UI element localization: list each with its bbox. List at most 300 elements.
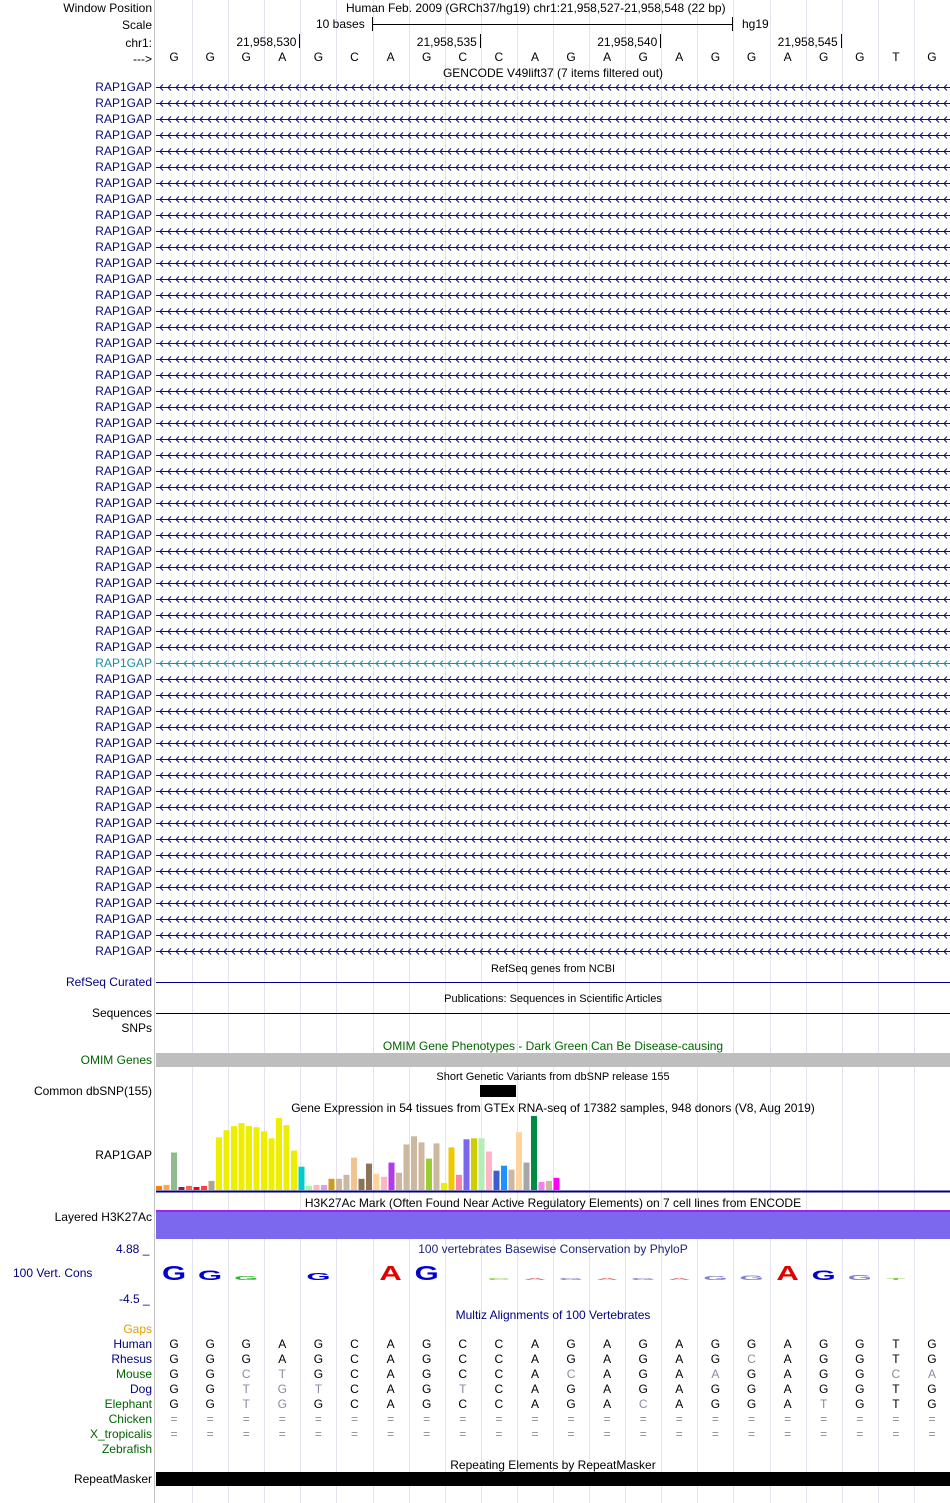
- gencode-transcript-line[interactable]: [156, 97, 950, 109]
- gencode-transcript-line[interactable]: [156, 273, 950, 285]
- phylop-logo[interactable]: [156, 1258, 950, 1292]
- multiz-base: A: [783, 1352, 792, 1366]
- gtex-tissue-bar: [479, 1138, 485, 1190]
- gtex-tissue-bar: [209, 1181, 215, 1190]
- reference-base: G: [638, 50, 648, 64]
- multiz-base: A: [783, 1337, 792, 1351]
- gtex-tissue-bar: [351, 1158, 357, 1190]
- gencode-transcript-label[interactable]: RAP1GAP: [95, 576, 152, 590]
- gencode-transcript-line[interactable]: [156, 737, 950, 749]
- snps-track-label[interactable]: SNPs: [121, 1021, 152, 1035]
- gtex-track-title: Gene Expression in 54 tissues from GTEx RNA-seq of 17382 samples, 948 donors (V8, Aug 2019): [291, 1101, 815, 1115]
- gtex-tissue-bar: [486, 1152, 492, 1191]
- gtex-tissue-bar: [194, 1187, 200, 1190]
- gtex-tissue-bar: [239, 1123, 245, 1190]
- phylop-letter: G: [703, 1275, 728, 1282]
- gencode-transcript-line[interactable]: [156, 417, 950, 429]
- multiz-base: C: [458, 1397, 468, 1411]
- multiz-base: A: [530, 1367, 539, 1381]
- multiz-base: G: [566, 1337, 576, 1351]
- gencode-transcript-line[interactable]: [156, 129, 950, 141]
- gencode-transcript-line[interactable]: [156, 529, 950, 541]
- multiz-base: =: [206, 1427, 214, 1441]
- gencode-transcript-line[interactable]: [156, 785, 950, 797]
- gencode-transcript-label[interactable]: RAP1GAP: [95, 720, 152, 734]
- multiz-base: =: [278, 1427, 286, 1441]
- phylop-letter: G: [234, 1275, 259, 1282]
- gtex-tissue-bar: [524, 1163, 530, 1190]
- multiz-base: G: [205, 1397, 215, 1411]
- multiz-base: G: [422, 1352, 432, 1366]
- gencode-transcript-line[interactable]: [156, 865, 950, 877]
- gencode-transcript-line[interactable]: [156, 497, 950, 509]
- multiz-base: C: [494, 1367, 504, 1381]
- gencode-transcript-label[interactable]: RAP1GAP: [95, 832, 152, 846]
- gtex-tissue-bar: [411, 1136, 417, 1190]
- multiz-base: A: [603, 1367, 612, 1381]
- multiz-base: =: [892, 1412, 900, 1426]
- pubs-track-title: Publications: Sequences in Scientific Articles: [444, 993, 662, 1005]
- multiz-base: A: [675, 1337, 684, 1351]
- gtex-bar-chart[interactable]: [156, 1114, 950, 1194]
- multiz-base: A: [530, 1337, 539, 1351]
- ruler-position-label: 21,958,535: [416, 35, 477, 49]
- multiz-base: =: [639, 1427, 647, 1441]
- gencode-transcript-label[interactable]: RAP1GAP: [95, 528, 152, 542]
- gencode-transcript-label[interactable]: RAP1GAP: [95, 544, 152, 558]
- h3k27ac-signal[interactable]: [156, 1210, 950, 1239]
- gencode-transcript-line[interactable]: [156, 513, 950, 525]
- multiz-base: A: [783, 1382, 792, 1396]
- multiz-base: T: [892, 1397, 900, 1411]
- gencode-transcript-line[interactable]: [156, 625, 950, 637]
- gencode-transcript-line[interactable]: [156, 753, 950, 765]
- gencode-transcript-line[interactable]: [156, 897, 950, 909]
- gencode-transcript-line[interactable]: [156, 593, 950, 605]
- gencode-transcript-line[interactable]: [156, 657, 950, 669]
- reference-base: G: [313, 50, 324, 64]
- gencode-transcript-label[interactable]: RAP1GAP: [95, 752, 152, 766]
- multiz-base: T: [892, 1382, 900, 1396]
- multiz-base: =: [242, 1412, 250, 1426]
- gencode-transcript-label[interactable]: RAP1GAP: [95, 464, 152, 478]
- phylop-letter: G: [631, 1277, 656, 1281]
- multiz-base: C: [241, 1367, 251, 1381]
- gtex-tissue-bar: [546, 1181, 552, 1190]
- omim-track-title: OMIM Gene Phenotypes - Dark Green Can Be Disease-causing: [382, 1039, 724, 1053]
- multiz-species-label[interactable]: Human: [113, 1337, 152, 1351]
- gencode-transcript-label[interactable]: RAP1GAP: [95, 160, 152, 174]
- ruler-tick: [480, 34, 481, 48]
- gencode-transcript-label[interactable]: RAP1GAP: [95, 848, 152, 862]
- gencode-transcript-line[interactable]: [156, 337, 950, 349]
- multiz-base: C: [494, 1397, 504, 1411]
- gencode-transcript-label[interactable]: RAP1GAP: [95, 656, 152, 670]
- multiz-base: G: [638, 1337, 648, 1351]
- multiz-base: G: [313, 1397, 324, 1411]
- multiz-base: T: [892, 1337, 900, 1351]
- multiz-base: A: [386, 1397, 395, 1411]
- multiz-base: G: [205, 1367, 215, 1381]
- multiz-base: G: [169, 1367, 179, 1381]
- gencode-transcript-line[interactable]: [156, 721, 950, 733]
- dbsnp-variant[interactable]: [480, 1085, 516, 1097]
- multiz-base: =: [675, 1427, 683, 1441]
- multiz-base: G: [855, 1382, 865, 1396]
- multiz-base: =: [856, 1412, 864, 1426]
- phylop-track-label[interactable]: 100 Vert. Cons: [13, 1266, 93, 1280]
- multiz-base: G: [855, 1367, 865, 1381]
- multiz-base: G: [746, 1367, 757, 1381]
- multiz-base: =: [567, 1412, 575, 1426]
- multiz-base: =: [567, 1427, 575, 1441]
- multiz-species-label[interactable]: X_tropicalis: [89, 1427, 152, 1441]
- gencode-transcript-line[interactable]: [156, 641, 950, 653]
- multiz-base: C: [350, 1337, 359, 1351]
- gencode-transcript-line[interactable]: [156, 113, 950, 125]
- gencode-transcript-label[interactable]: RAP1GAP: [95, 176, 152, 190]
- gencode-transcript-label[interactable]: RAP1GAP: [95, 704, 152, 718]
- gencode-transcript-line[interactable]: [156, 369, 950, 381]
- label-divider: [154, 0, 155, 1503]
- gencode-transcript-line[interactable]: [156, 913, 950, 925]
- h3k27ac-track-label[interactable]: Layered H3K27Ac: [54, 1210, 152, 1224]
- gencode-transcript-line[interactable]: [156, 209, 950, 221]
- gencode-transcript-line[interactable]: [156, 321, 950, 333]
- multiz-species-label[interactable]: Mouse: [115, 1367, 152, 1381]
- gencode-transcript-line[interactable]: [156, 609, 950, 621]
- gtex-tissue-bar: [434, 1143, 440, 1190]
- gencode-transcript-label[interactable]: RAP1GAP: [95, 112, 152, 126]
- gencode-transcript-label[interactable]: RAP1GAP: [95, 128, 152, 142]
- gencode-transcript-line[interactable]: [156, 801, 950, 813]
- multiz-base: T: [242, 1397, 250, 1411]
- multiz-base: T: [314, 1382, 323, 1396]
- reference-base: T: [892, 50, 900, 64]
- gtex-track-label[interactable]: RAP1GAP: [95, 1148, 152, 1162]
- gencode-transcript-label[interactable]: RAP1GAP: [95, 192, 152, 206]
- gtex-tissue-bar: [291, 1151, 297, 1191]
- gencode-transcript-label[interactable]: RAP1GAP: [95, 736, 152, 750]
- gtex-tissue-bar: [179, 1187, 185, 1190]
- gencode-transcript-label[interactable]: RAP1GAP: [95, 912, 152, 926]
- gencode-transcript-line[interactable]: [156, 81, 950, 93]
- gencode-transcript-label[interactable]: RAP1GAP: [95, 624, 152, 638]
- reference-base: G: [927, 50, 937, 64]
- refseq-track-title: RefSeq genes from NCBI: [490, 963, 616, 975]
- multiz-species-label[interactable]: Elephant: [104, 1397, 152, 1411]
- gencode-transcript-line[interactable]: [156, 817, 950, 829]
- phylop-track-title: 100 vertebrates Basewise Conservation by PhyloP: [418, 1242, 688, 1256]
- multiz-species-label[interactable]: Chicken: [108, 1412, 152, 1426]
- gtex-tissue-bar: [276, 1118, 282, 1190]
- gencode-transcript-label[interactable]: RAP1GAP: [95, 368, 152, 382]
- gencode-transcript-label[interactable]: RAP1GAP: [95, 608, 152, 622]
- gencode-transcript-label[interactable]: RAP1GAP: [95, 512, 152, 526]
- multiz-base: A: [603, 1382, 612, 1396]
- gencode-transcript-label[interactable]: RAP1GAP: [95, 400, 152, 414]
- gencode-transcript-label[interactable]: RAP1GAP: [95, 864, 152, 878]
- multiz-base: G: [169, 1397, 179, 1411]
- multiz-base: =: [387, 1412, 395, 1426]
- gencode-transcript-label[interactable]: RAP1GAP: [95, 480, 152, 494]
- multiz-base: =: [711, 1427, 719, 1441]
- gencode-transcript-line[interactable]: [156, 449, 950, 461]
- gencode-transcript-label[interactable]: RAP1GAP: [95, 816, 152, 830]
- phylop-letter: T: [886, 1277, 906, 1281]
- multiz-base: C: [458, 1367, 468, 1381]
- gtex-tissue-bar: [284, 1125, 290, 1190]
- multiz-base: =: [747, 1427, 755, 1441]
- gencode-transcript-label[interactable]: RAP1GAP: [95, 352, 152, 366]
- gencode-transcript-label[interactable]: RAP1GAP: [95, 928, 152, 942]
- gencode-transcript-label[interactable]: RAP1GAP: [95, 672, 152, 686]
- multiz-base: G: [205, 1352, 215, 1366]
- reference-base: A: [603, 50, 612, 64]
- gtex-tissue-bar: [201, 1186, 207, 1190]
- phylop-letter: C: [487, 1277, 511, 1281]
- gencode-transcript-line[interactable]: [156, 289, 950, 301]
- gencode-transcript-line[interactable]: [156, 257, 950, 269]
- multiz-species-label[interactable]: Zebrafish: [101, 1442, 152, 1456]
- repeatmasker-feature[interactable]: [156, 1472, 950, 1486]
- gencode-transcript-label[interactable]: RAP1GAP: [95, 224, 152, 238]
- gencode-transcript-line[interactable]: [156, 241, 950, 253]
- gtex-tissue-bar: [531, 1116, 537, 1190]
- gencode-transcript-label[interactable]: RAP1GAP: [95, 640, 152, 654]
- gencode-transcript-label[interactable]: RAP1GAP: [95, 304, 152, 318]
- multiz-base: A: [783, 1367, 792, 1381]
- gencode-transcript-line[interactable]: [156, 833, 950, 845]
- multiz-base: =: [170, 1427, 178, 1441]
- chrom-label: chr1:: [125, 36, 152, 50]
- gtex-tissue-bar: [539, 1182, 545, 1190]
- phylop-letter: G: [161, 1261, 187, 1285]
- gencode-transcript-line[interactable]: [156, 673, 950, 685]
- multiz-base: =: [675, 1412, 683, 1426]
- phylop-letter: A: [776, 1261, 799, 1285]
- gtex-tissue-bar: [156, 1186, 162, 1190]
- multiz-base: C: [458, 1352, 468, 1366]
- gencode-transcript-line[interactable]: [156, 561, 950, 573]
- gencode-transcript-label[interactable]: RAP1GAP: [95, 560, 152, 574]
- gencode-transcript-label[interactable]: RAP1GAP: [95, 496, 152, 510]
- gencode-transcript-label[interactable]: RAP1GAP: [95, 96, 152, 110]
- reference-base: A: [530, 50, 539, 64]
- multiz-base: G: [710, 1382, 721, 1396]
- multiz-base: C: [747, 1352, 756, 1366]
- multiz-base: G: [169, 1337, 179, 1351]
- gtex-tissue-bar: [494, 1171, 500, 1190]
- multiz-base: A: [278, 1352, 287, 1366]
- multiz-base: G: [422, 1367, 432, 1381]
- ruler-position-label: 21,958,540: [597, 35, 658, 49]
- multiz-base: =: [350, 1412, 358, 1426]
- scale-label: Scale: [121, 18, 152, 32]
- multiz-base: A: [278, 1337, 287, 1351]
- gencode-transcript-label[interactable]: RAP1GAP: [95, 592, 152, 606]
- reference-base: G: [855, 50, 865, 64]
- refseq-track-label[interactable]: RefSeq Curated: [65, 975, 152, 989]
- gtex-tissue-bar: [321, 1185, 327, 1190]
- phylop-letter: G: [558, 1277, 584, 1281]
- gtex-tissue-bar: [171, 1153, 177, 1191]
- multiz-base: A: [675, 1367, 684, 1381]
- gtex-tissue-bar: [501, 1166, 507, 1190]
- gencode-transcript-label[interactable]: RAP1GAP: [95, 336, 152, 350]
- multiz-base: =: [531, 1427, 539, 1441]
- gtex-tissue-bar: [314, 1185, 320, 1190]
- gencode-transcript-line[interactable]: [156, 689, 950, 701]
- gencode-transcript-line[interactable]: [156, 769, 950, 781]
- multiz-base: G: [710, 1337, 721, 1351]
- repeatmasker-track-label[interactable]: RepeatMasker: [73, 1472, 152, 1486]
- gencode-transcript-line[interactable]: [156, 177, 950, 189]
- multiz-base: G: [169, 1352, 179, 1366]
- multiz-base: T: [242, 1382, 250, 1396]
- gencode-transcript-label[interactable]: RAP1GAP: [95, 688, 152, 702]
- multiz-base: =: [784, 1412, 792, 1426]
- dbsnp-track-label[interactable]: Common dbSNP(155): [33, 1084, 152, 1098]
- gtex-tissue-bar: [456, 1175, 462, 1190]
- gencode-transcript-label[interactable]: RAP1GAP: [95, 80, 152, 94]
- multiz-base: C: [638, 1397, 648, 1411]
- multiz-base: G: [205, 1337, 215, 1351]
- multiz-base: A: [783, 1397, 792, 1411]
- reference-base: A: [278, 50, 287, 64]
- multiz-base: G: [927, 1382, 937, 1396]
- multiz-base: C: [494, 1382, 504, 1396]
- gencode-transcript-label[interactable]: RAP1GAP: [95, 384, 152, 398]
- gencode-transcript-line[interactable]: [156, 353, 950, 365]
- strand-label: --->: [133, 52, 152, 66]
- gencode-transcript-label[interactable]: RAP1GAP: [95, 448, 152, 462]
- multiz-gaps-label: Gaps: [123, 1322, 152, 1336]
- gencode-transcript-line[interactable]: [156, 385, 950, 397]
- gencode-transcript-line[interactable]: [156, 705, 950, 717]
- multiz-base: G: [819, 1382, 829, 1396]
- multiz-base: G: [927, 1352, 937, 1366]
- gencode-transcript-line[interactable]: [156, 225, 950, 237]
- gencode-transcript-line[interactable]: [156, 433, 950, 445]
- reference-base: G: [422, 50, 432, 64]
- gencode-transcript-label[interactable]: RAP1GAP: [95, 896, 152, 910]
- reference-base: C: [458, 50, 468, 64]
- gencode-transcript-line[interactable]: [156, 577, 950, 589]
- pubs-line[interactable]: [156, 1013, 950, 1014]
- gtex-tissue-bar: [329, 1179, 335, 1190]
- gencode-transcript-line[interactable]: [156, 481, 950, 493]
- multiz-base: G: [422, 1397, 432, 1411]
- gencode-transcript-label[interactable]: RAP1GAP: [95, 768, 152, 782]
- gencode-transcript-label[interactable]: RAP1GAP: [95, 320, 152, 334]
- window-position-label: Window Position: [63, 1, 152, 15]
- omim-feature-bar[interactable]: [156, 1053, 950, 1067]
- reference-base: C: [494, 50, 504, 64]
- pubs-track-label[interactable]: Sequences: [91, 1006, 152, 1020]
- phylop-letter: A: [595, 1277, 619, 1281]
- assembly-position-text: Human Feb. 2009 (GRCh37/hg19) chr1:21,958,527-21,958,548 (22 bp): [346, 1, 726, 15]
- gtex-tissue-bar: [336, 1179, 342, 1190]
- gencode-transcript-label[interactable]: RAP1GAP: [95, 240, 152, 254]
- gencode-transcript-label[interactable]: RAP1GAP: [95, 800, 152, 814]
- multiz-species-label[interactable]: Dog: [129, 1382, 152, 1396]
- gencode-transcript-label[interactable]: RAP1GAP: [95, 432, 152, 446]
- ruler-tick: [660, 34, 661, 48]
- phylop-letter: G: [811, 1267, 836, 1284]
- gencode-transcript-line[interactable]: [156, 929, 950, 941]
- multiz-base: G: [566, 1352, 576, 1366]
- gencode-transcript-line[interactable]: [156, 849, 950, 861]
- multiz-species-label[interactable]: Rhesus: [111, 1352, 152, 1366]
- gencode-transcript-label[interactable]: RAP1GAP: [95, 272, 152, 286]
- reference-base: A: [386, 50, 395, 64]
- multiz-base: =: [856, 1427, 864, 1441]
- gencode-transcript-label[interactable]: RAP1GAP: [95, 880, 152, 894]
- multiz-base: =: [387, 1427, 395, 1441]
- multiz-base: A: [711, 1367, 720, 1381]
- gencode-transcript-line[interactable]: [156, 305, 950, 317]
- multiz-base: G: [819, 1367, 829, 1381]
- gencode-transcript-line[interactable]: [156, 945, 950, 957]
- omim-track-label[interactable]: OMIM Genes: [80, 1053, 152, 1067]
- gtex-tissue-bar: [441, 1183, 447, 1190]
- multiz-base: G: [422, 1382, 432, 1396]
- multiz-base: A: [530, 1397, 539, 1411]
- gtex-tissue-bar: [261, 1131, 267, 1190]
- gencode-transcript-line[interactable]: [156, 545, 950, 557]
- phylop-letter: G: [198, 1267, 223, 1284]
- gencode-transcript-line[interactable]: [156, 401, 950, 413]
- multiz-base: G: [241, 1337, 251, 1351]
- multiz-base: =: [206, 1412, 214, 1426]
- multiz-base: G: [566, 1382, 576, 1396]
- gencode-transcript-label[interactable]: RAP1GAP: [95, 144, 152, 158]
- reference-base: G: [169, 50, 179, 64]
- multiz-base: G: [855, 1397, 865, 1411]
- reference-base: G: [746, 50, 757, 64]
- gtex-tissue-bar: [374, 1174, 380, 1190]
- gencode-transcript-line[interactable]: [156, 465, 950, 477]
- gtex-tissue-bar: [164, 1185, 170, 1190]
- phylop-letter: G: [414, 1261, 439, 1285]
- multiz-base: T: [459, 1382, 467, 1396]
- gencode-transcript-label[interactable]: RAP1GAP: [95, 288, 152, 302]
- gencode-transcript-label[interactable]: RAP1GAP: [95, 784, 152, 798]
- gtex-tissue-bar: [509, 1170, 515, 1190]
- gencode-transcript-label[interactable]: RAP1GAP: [95, 416, 152, 430]
- gencode-transcript-line[interactable]: [156, 193, 950, 205]
- multiz-base: G: [313, 1337, 324, 1351]
- repeatmasker-track-title: Repeating Elements by RepeatMasker: [450, 1458, 656, 1472]
- phylop-letter: A: [523, 1277, 547, 1281]
- gencode-transcript-line[interactable]: [156, 161, 950, 173]
- gencode-transcript-label[interactable]: RAP1GAP: [95, 208, 152, 222]
- multiz-base: C: [891, 1367, 901, 1381]
- multiz-base: =: [928, 1412, 936, 1426]
- gencode-transcript-label[interactable]: RAP1GAP: [95, 256, 152, 270]
- gtex-tissue-bar: [389, 1163, 395, 1190]
- multiz-base: G: [855, 1352, 865, 1366]
- gtex-tissue-bar: [426, 1159, 432, 1190]
- gencode-transcript-line[interactable]: [156, 145, 950, 157]
- gtex-tissue-bar: [366, 1164, 372, 1190]
- gencode-transcript-label[interactable]: RAP1GAP: [95, 944, 152, 958]
- gencode-transcript-line[interactable]: [156, 881, 950, 893]
- multiz-base: =: [784, 1427, 792, 1441]
- multiz-base: =: [423, 1427, 431, 1441]
- refseq-line[interactable]: [156, 982, 950, 983]
